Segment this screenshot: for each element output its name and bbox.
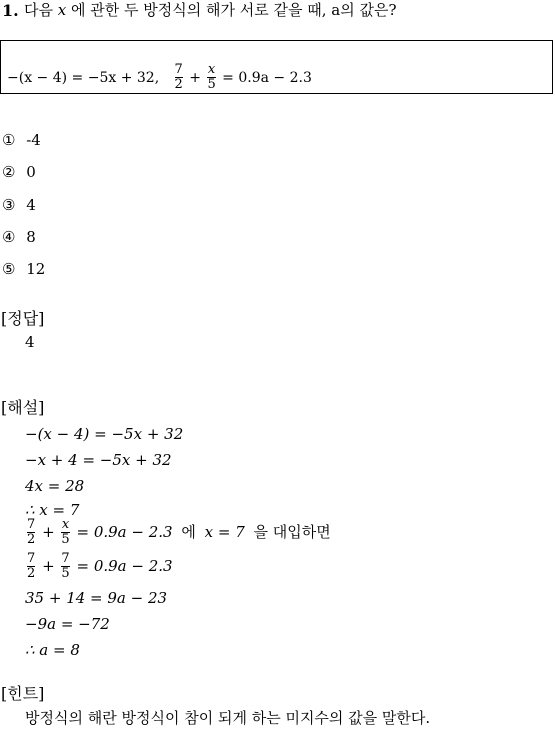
- exp1-suffix-var: x = 7: [204, 522, 245, 541]
- equation-left: −(x − 4) = −5x + 32,: [7, 69, 160, 86]
- exp2-frac2-den: 5: [61, 566, 70, 582]
- exp1-frac1-den: 2: [27, 532, 36, 548]
- choice-5-text: 12: [26, 260, 46, 278]
- explanation-line-1: −(x − 4) = −5x + 32: [25, 425, 184, 443]
- choice-1-text: -4: [26, 131, 41, 149]
- equation-fraction-2: [207, 63, 215, 93]
- exp1-frac2-num: x: [61, 517, 70, 532]
- explanation-line-6: −9a = −72: [25, 615, 110, 633]
- choice-4[interactable]: [2, 230, 36, 245]
- equation-plus: +: [189, 69, 201, 86]
- explanation-label: [해설]: [1, 398, 45, 417]
- explanation-line-5: 35 + 14 = 9a − 23: [25, 589, 168, 607]
- choice-5-mark: ⑤: [2, 260, 16, 278]
- answer-label: [정답]: [1, 309, 45, 328]
- question-text-before: 다음: [24, 1, 53, 19]
- question-text-after: 에 관한 두 방정식의 해가 서로 같을 때, a의 값은?: [71, 1, 397, 19]
- explanation-frac-line-2: [25, 552, 173, 582]
- choice-2-text: 0: [26, 163, 36, 181]
- hint-text: 방정식의 해란 방정식이 참이 되게 하는 미지수의 값을 말한다.: [25, 709, 431, 727]
- explanation-line-2: −x + 4 = −5x + 32: [25, 451, 172, 469]
- exp1-plus: +: [42, 522, 55, 541]
- question-variable: x: [57, 1, 67, 19]
- exp2-frac1-den: 2: [27, 566, 36, 582]
- choice-3-mark: ③: [2, 196, 16, 214]
- fraction-1-numerator: 7: [174, 62, 183, 77]
- choice-1-mark: ①: [2, 131, 16, 149]
- exp1-fraction-1: [27, 518, 35, 548]
- question-number: 1.: [2, 1, 19, 20]
- exp2-plus: +: [42, 556, 55, 575]
- exp2-rest: = 0.9a − 2.3: [76, 556, 173, 575]
- exp2-frac1-num: 7: [27, 551, 36, 566]
- exp1-fraction-2: [61, 518, 69, 548]
- exp1-suffix-post: 을 대입하면: [253, 522, 331, 541]
- choice-2[interactable]: [2, 165, 36, 180]
- hint-label: [힌트]: [1, 684, 45, 703]
- exp1-frac2-den: 5: [61, 532, 70, 548]
- choice-4-mark: ④: [2, 228, 16, 246]
- explanation-line-4: ∴ x = 7: [25, 501, 80, 519]
- choice-1[interactable]: [2, 133, 41, 148]
- exp1-rest: = 0.9a − 2.3: [76, 522, 173, 541]
- equation-fraction-1: [175, 63, 183, 93]
- exp2-fraction-2: [61, 552, 69, 582]
- explanation-line-7: ∴ a = 8: [25, 641, 80, 659]
- choice-3[interactable]: [2, 198, 36, 213]
- equation-right: = 0.9a − 2.3: [222, 69, 312, 86]
- choice-5[interactable]: [2, 262, 45, 277]
- fraction-2-numerator: x: [207, 62, 216, 77]
- answer-value: 4: [25, 333, 35, 351]
- question-text: [24, 3, 397, 18]
- exp2-fraction-1: [27, 552, 35, 582]
- exp1-frac1-num: 7: [27, 517, 36, 532]
- exp1-suffix-pre: 에: [181, 522, 196, 541]
- fraction-2-denominator: 5: [207, 77, 216, 93]
- equation-box: [0, 40, 553, 94]
- choice-4-text: 8: [26, 228, 36, 246]
- choice-2-mark: ②: [2, 163, 16, 181]
- exp2-frac2-num: 7: [61, 551, 70, 566]
- equation-content: [7, 63, 312, 93]
- fraction-1-denominator: 2: [174, 77, 183, 93]
- explanation-frac-line-1: [25, 518, 331, 548]
- explanation-line-3: 4x = 28: [25, 477, 85, 495]
- choice-3-text: 4: [26, 196, 36, 214]
